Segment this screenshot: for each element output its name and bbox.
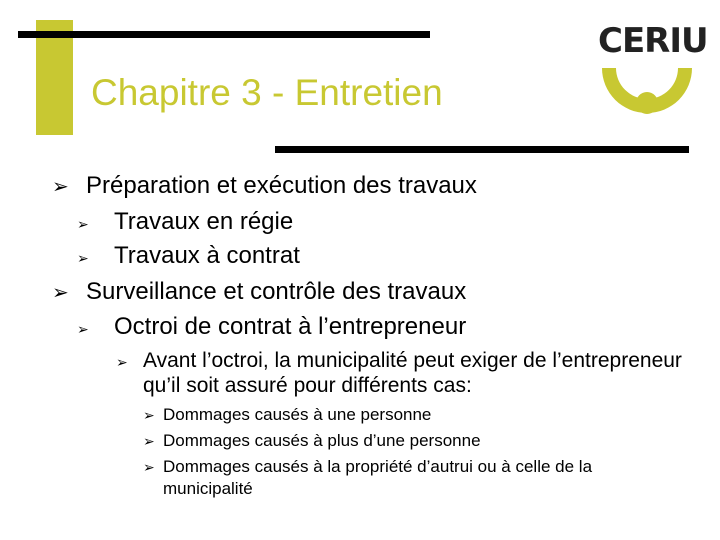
- bullet-text: Avant l’octroi, la municipalité peut exiger de l’entrepreneur qu’il soit assuré pour différents cas:: [143, 349, 682, 397]
- slide-title: Chapitre 3 - Entretien: [91, 72, 443, 113]
- bullet-arrow-icon: ➢: [116, 354, 128, 370]
- bullet-arrow-icon: ➢: [52, 176, 69, 198]
- bullet-arrow-icon: ➢: [52, 282, 69, 304]
- bullet-text: Dommages causés à la propriété d’autrui ou à celle de la municipalité: [163, 457, 593, 498]
- logo-wordmark: CERIU: [598, 21, 708, 61]
- bullet-arrow-icon: ➢: [77, 216, 89, 232]
- sub-bullet-contrat: [77, 241, 300, 273]
- bullet-text: Dommages causés à une personne: [163, 405, 432, 424]
- bullet-text: Dommages causés à plus d’une personne: [163, 431, 481, 450]
- header-divider: [275, 146, 689, 153]
- case-item-plus-une-personne: [143, 428, 481, 454]
- bullet-text: Préparation et exécution des travaux: [86, 172, 477, 199]
- top-rule: [18, 31, 430, 38]
- bullet-item-surveillance: [52, 277, 466, 308]
- case-item-propriete: [143, 454, 683, 500]
- ceriu-logo: [598, 20, 708, 132]
- bullet-text: Travaux à contrat: [114, 242, 300, 269]
- bullet-text: Octroi de contrat à l’entrepreneur: [114, 313, 467, 340]
- sub-bullet-regie: [77, 207, 293, 239]
- bullet-arrow-icon: ➢: [143, 459, 155, 475]
- bullet-text: Travaux en régie: [114, 208, 294, 235]
- bullet-arrow-icon: ➢: [143, 407, 155, 423]
- bullet-item-preparation: [52, 171, 477, 202]
- case-item-une-personne: [143, 402, 431, 428]
- bullet-arrow-icon: ➢: [143, 433, 155, 449]
- logo-emblem: [598, 20, 708, 132]
- bullet-arrow-icon: ➢: [77, 250, 89, 266]
- bullet-arrow-icon: ➢: [77, 321, 89, 337]
- sub-bullet-octroi: [77, 312, 466, 344]
- bullet-text: Surveillance et contrôle des travaux: [86, 278, 467, 305]
- sub-sub-bullet-octroi-details: [116, 348, 686, 398]
